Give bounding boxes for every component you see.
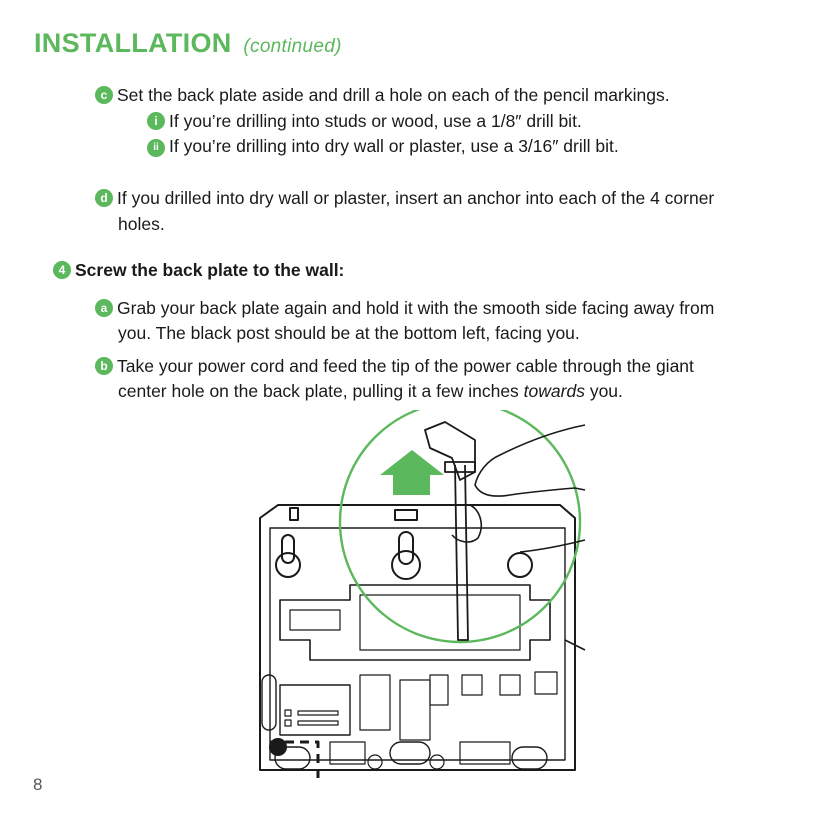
title-text: INSTALLATION [34,28,232,58]
step-4a-badge: a [95,299,113,317]
step-c-text: Set the back plate aside and drill a hole on each of the pencil markings. [117,85,670,105]
step-c-sub-ii [147,133,619,159]
step-c [95,82,670,108]
step-c-sub-i-badge: i [147,112,165,130]
step-c-sub-i [147,108,582,134]
step-4b-text-line1: Take your power cord and feed the tip of the power cable through the giant [117,356,694,376]
page-number: 8 [33,775,43,794]
step-4a-line2 [118,320,580,346]
step-4b-line2 [118,378,623,404]
step-d [95,185,714,211]
step-4b-text-line2-emphasis: towards [523,381,585,401]
center-cutout [280,585,550,660]
step-c-sub-i-text: If you’re drilling into studs or wood, use a 1/8″ drill bit. [169,111,582,131]
page-title [34,28,342,59]
back-plate-outline [260,505,575,770]
step-4b [95,353,694,379]
step-4-heading [53,257,344,283]
arrow-up-icon [380,450,444,495]
keyhole-slot-center [392,532,420,579]
step-4b-text-line2-after: you. [584,381,623,401]
power-cable [455,465,468,640]
step-d-badge: d [95,189,113,207]
step-4a [95,295,714,321]
keyhole-slot-left [276,535,300,577]
step-d-text-line2: holes. [118,214,165,234]
title-subtitle: (continued) [243,36,342,57]
back-plate-illustration [230,410,600,785]
step-4-badge: 4 [53,261,71,279]
step-4a-text-line2: you. The black post should be at the bottom left, facing you. [118,323,580,343]
step-4-heading-text: Screw the back plate to the wall: [75,260,345,280]
step-d-line2 [118,211,165,237]
step-d-text-line1: If you drilled into dry wall or plaster, insert an anchor into each of the 4 corner [117,188,715,208]
step-4b-text-line2-before: center hole on the back plate, pulling it a few inches [118,381,524,401]
step-c-sub-ii-text: If you’re drilling into dry wall or plaster, use a 3/16″ drill bit. [169,136,619,156]
highlight-circle [340,410,580,642]
step-4b-badge: b [95,357,113,375]
step-c-badge: c [95,86,113,104]
keyhole-slot-right [508,553,532,577]
black-post [269,738,287,756]
step-4a-text-line1: Grab your back plate again and hold it with the smooth side facing away from [117,298,715,318]
hand [475,425,585,496]
step-c-sub-ii-badge: ii [147,139,165,157]
